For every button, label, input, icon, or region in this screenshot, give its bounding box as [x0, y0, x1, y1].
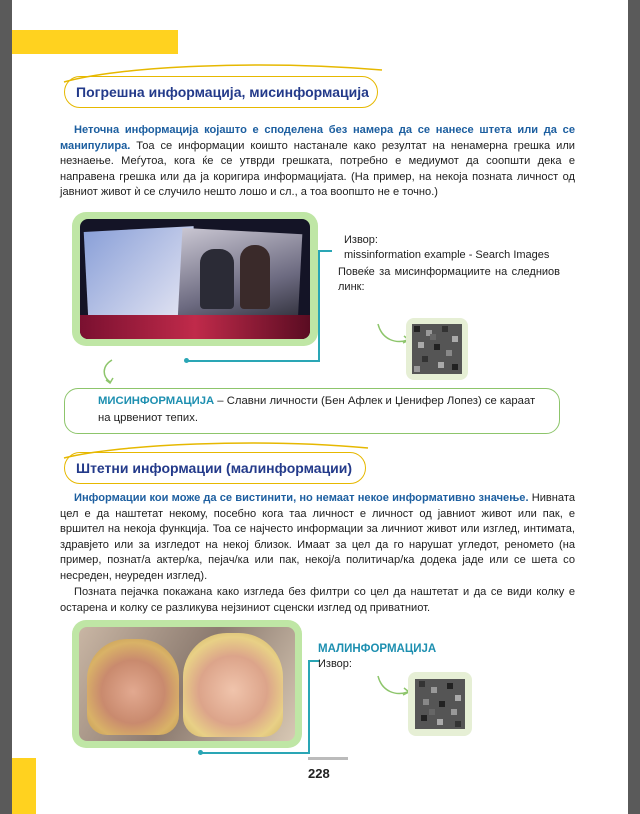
bottom-accent-bar: [12, 758, 36, 814]
section1-lead: Неточна информација којашто е споделена без намера да се нанесе штета или да се манипулира.: [60, 124, 575, 152]
photo-face-left: [87, 639, 179, 735]
section1-body: Тоа се информации коишто настанале како резултат на ненамерна грешка или незнаење. Меѓутоа, кога ќе се утврди грешката, потребно е медиумот да соопшти дека е направена грешка или да ја коригира информацијата. (На пример, на некоја позната личност од јавниот живот ѝ се случило нешто лошо и сл., а тоа воопшто не е точно.): [60, 139, 575, 199]
source-label: Извор:: [318, 658, 352, 670]
section2-body: Нивната цел е да наштетат некому, посебно кога таа личност е личност од јавниот живот или пак, е вршител на некоја функција. Тоа се најчесто информации за личниот живот или изглед, интимата, здравјето или за изгледот на некој близок. Имаат за цел да го нарушат угледот, реномето (на пример, познат/а актер/ка, пејач/ка или пак, некој/а политичар/ка додека јаде или се шета со несреден, неуреден изглед).: [60, 492, 575, 582]
page-number: 228: [308, 766, 330, 781]
top-accent-bar: [12, 30, 178, 54]
photo-face-right: [183, 633, 283, 737]
connector-dot: [198, 750, 203, 755]
small-arrow-icon: [98, 358, 122, 386]
connector-dot: [184, 358, 189, 363]
source-label: Извор:: [344, 234, 378, 246]
qr-code-misinformation[interactable]: [412, 324, 462, 374]
malinformation-caption: [318, 642, 518, 672]
connector-line: [318, 250, 320, 362]
more-info-text: Повеќе за мисинформациите на следниов линк:: [338, 266, 560, 293]
section1-paragraph: [60, 123, 575, 201]
book-page: [12, 0, 628, 814]
photo-figure: [240, 245, 270, 309]
callout-term: МИСИНФОРМАЦИЈА: [98, 395, 215, 407]
connector-line: [308, 660, 310, 754]
callout-description: – Славни личности (Бен Афлек и Џенифер Лопез) се караат на црвениот тепих.: [98, 395, 536, 424]
malinformation-photo: [79, 627, 295, 741]
photo-figure: [200, 249, 234, 309]
section2-title: Штетни информации (малинформации): [76, 460, 353, 476]
connector-line: [202, 752, 308, 754]
qr-code-malinformation[interactable]: [415, 679, 465, 729]
section2-para2: Позната пејачка покажана како изгледа без филтри со цел да наштетат и да се види колку е остарена и колку се разликува нејзиниот сценски изглед од приватниот.: [60, 586, 575, 614]
malinformation-term: МАЛИНФОРМАЦИЈА: [318, 643, 437, 655]
connector-line: [318, 250, 332, 252]
misinformation-callout-text: [98, 393, 538, 427]
section1-title: Погрешна информација, мисинформација: [76, 84, 369, 100]
source-caption: [332, 233, 562, 295]
section2-paragraph: [60, 491, 575, 585]
connector-line: [188, 360, 318, 362]
source-value: missinformation example - Search Images: [344, 249, 550, 261]
misinformation-photo: [80, 219, 310, 339]
section2-paragraph-2: [60, 585, 575, 616]
section2-lead: Информации кои може да се вистинити, но немаат некое информативно значење.: [74, 492, 529, 504]
title-swoosh-icon: [60, 440, 376, 462]
photo-red-carpet: [80, 315, 310, 339]
title-swoosh-icon: [60, 62, 390, 86]
page-number-bar: [308, 757, 348, 760]
